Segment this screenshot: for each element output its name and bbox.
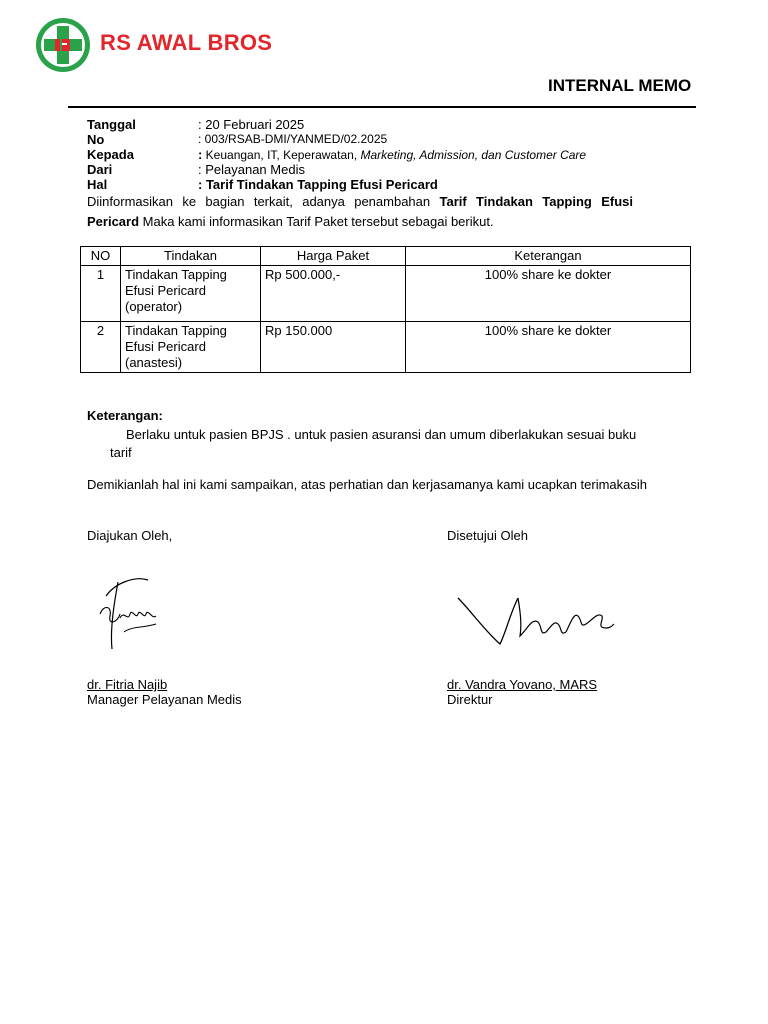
kepada-plain: Keuangan, IT, Keperawatan, [202, 148, 361, 162]
intro-part2: Maka kami informasikan Tarif Paket tersebut sebagai berikut. [139, 214, 494, 229]
signature-left-name: dr. Fitria Najib [87, 677, 168, 692]
table-header-row [81, 247, 691, 266]
kepada-value [198, 147, 586, 163]
memo-title: INTERNAL MEMO [548, 76, 692, 95]
no-value: : 003/RSAB-DMI/YANMED/02.2025 [198, 132, 388, 146]
col-header-tindakan: Tindakan [121, 247, 261, 266]
signature-left-title: Manager Pelayanan Medis [87, 692, 242, 707]
col-header-harga: Harga Paket [261, 247, 406, 266]
cell-no: 2 [81, 322, 121, 373]
kepada-colon: : [198, 147, 203, 162]
signature-left-icon [96, 574, 166, 659]
dari-label: Dari [87, 162, 113, 177]
tanggal-label: Tanggal [87, 117, 136, 132]
tindakan-line: Tindakan Tapping [125, 323, 227, 338]
hospital-logo-icon [34, 16, 92, 74]
cell-tindakan [121, 322, 261, 373]
keterangan-title: Keterangan: [87, 408, 163, 423]
cell-no: 1 [81, 266, 121, 322]
tindakan-line: (operator) [125, 299, 183, 314]
signature-right-name: dr. Vandra Yovano, MARS [447, 677, 598, 692]
header-divider [68, 106, 696, 108]
hal-label: Hal [87, 177, 108, 192]
cell-tindakan [121, 266, 261, 322]
table-row [81, 266, 691, 322]
cell-harga: Rp 500.000,- [261, 266, 406, 322]
tindakan-line: Tindakan Tapping [125, 267, 227, 282]
cell-harga: Rp 150.000 [261, 322, 406, 373]
cell-keterangan: 100% share ke dokter [406, 266, 691, 322]
intro-part1: Diinformasikan ke bagian terkait, adanya penambahan [87, 194, 440, 209]
col-header-no: NO [81, 247, 121, 266]
kepada-italic: Marketing, Admission, dan Customer Care [360, 148, 587, 162]
keterangan-line: tarif [110, 445, 132, 460]
keterangan-line: Berlaku untuk pasien BPJS . untuk pasien asuransi dan umum diberlakukan sesuai buku [126, 427, 637, 442]
brand-name: RS AWAL BROS [100, 30, 273, 55]
signature-right-icon [456, 588, 616, 655]
tariff-table [80, 246, 691, 373]
col-header-keterangan: Keterangan [406, 247, 691, 266]
tindakan-line: Efusi Pericard [125, 283, 206, 298]
tindakan-line: (anastesi) [125, 355, 183, 370]
dari-value: : Pelayanan Medis [198, 162, 305, 177]
hal-value: : Tarif Tindakan Tapping Efusi Pericard [198, 177, 438, 192]
table-row [81, 322, 691, 373]
keterangan-body [110, 426, 700, 462]
intro-bold: Tarif Tindakan Tapping Efusi Pericard [87, 194, 633, 229]
cell-keterangan: 100% share ke dokter [406, 322, 691, 373]
no-label: No [87, 132, 105, 147]
signature-right-title: Direktur [447, 692, 493, 707]
signature-right-label: Disetujui Oleh [447, 528, 528, 543]
signature-left-label: Diajukan Oleh, [87, 528, 173, 543]
intro-paragraph [87, 192, 633, 232]
tanggal-value: : 20 Februari 2025 [198, 117, 305, 132]
closing-paragraph: Demikianlah hal ini kami sampaikan, atas perhatian dan kerjasamanya kami ucapkan terimakasih [87, 477, 648, 492]
kepada-label: Kepada [87, 147, 134, 162]
tindakan-line: Efusi Pericard [125, 339, 206, 354]
